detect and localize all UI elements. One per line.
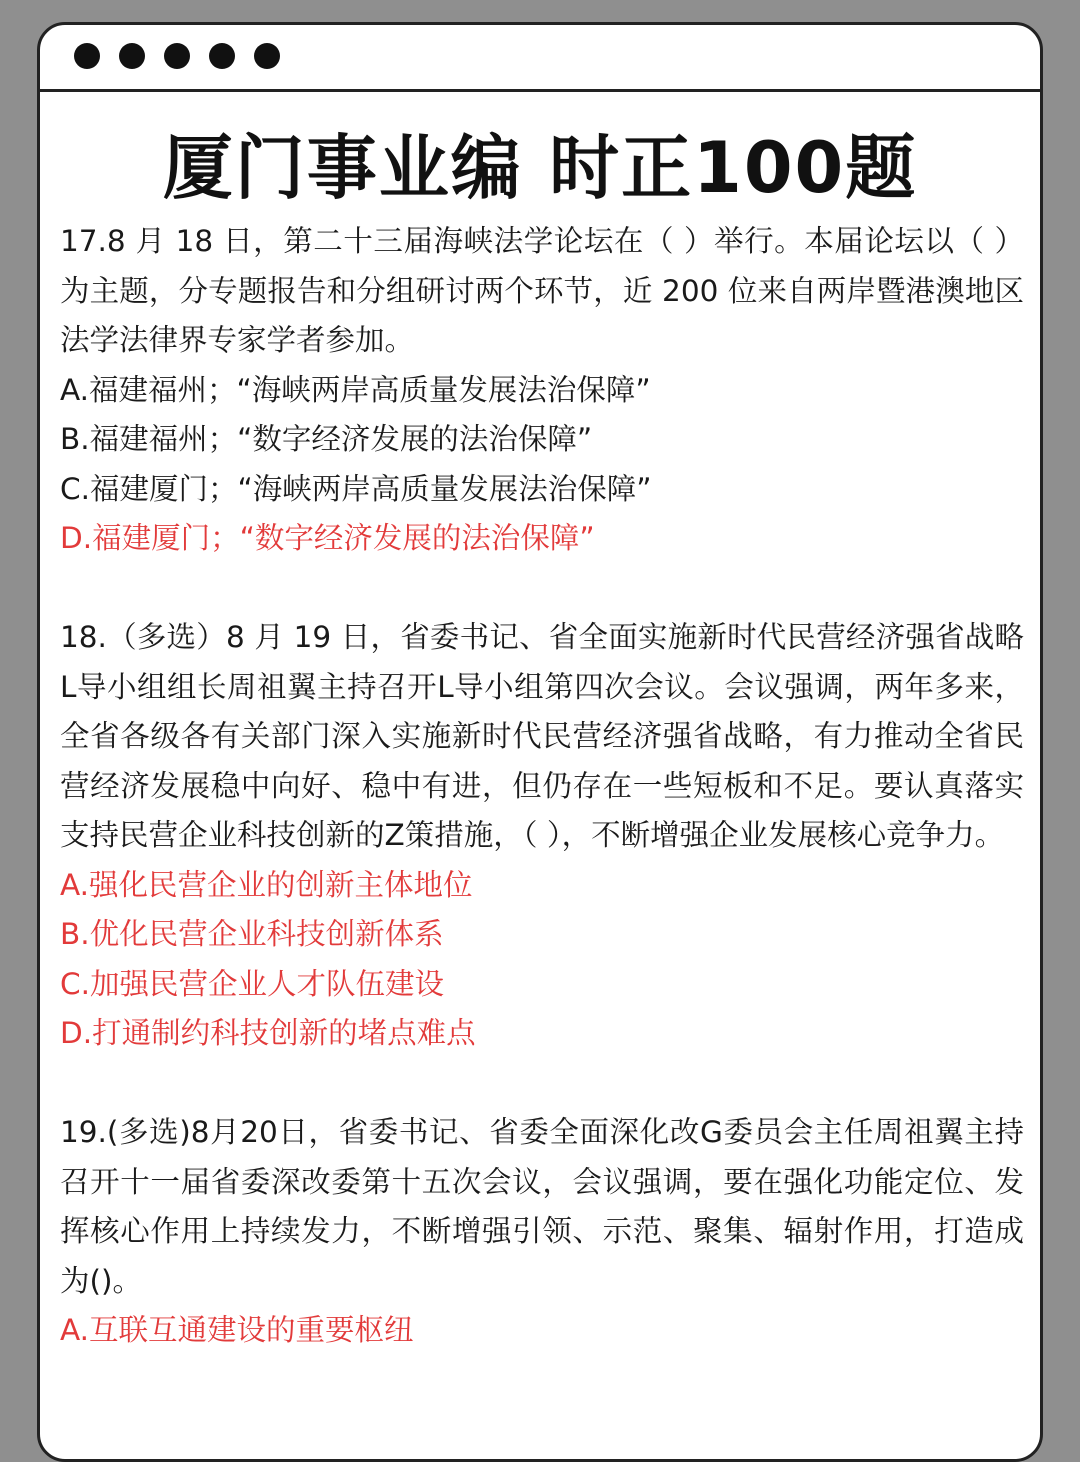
option-c: C.福建厦门；“海峡两岸高质量发展法治保障” [60,471,652,506]
question-list [60,217,1024,1356]
dot-icon [74,43,100,69]
question-stem: 17.8 月 18 日，第二十三届海峡法学论坛在（ ）举行。本届论坛以（ ）为主题，分专题报告和分组研讨两个环节，近 200 位来自两岸暨港澳地区法学法律界专家学者参加。 [60,224,1024,357]
question-stem: 19.(多选)8月20日，省委书记、省委全面深化改G委员会主任周祖翼主持召开十一届省委深改委第十五次会议，会议强调，要在强化功能定位、发挥核心作用上持续发力，不断增强引领、示范、聚集、辐射作用，打造成为()。 [60,1115,1024,1298]
option-b: B.福建福州；“数字经济发展的法治保障” [60,422,593,456]
question-card [37,22,1043,1462]
option-a-answer: A.互联互通建设的重要枢纽 [60,1313,414,1347]
option-b-answer: B.优化民营企业科技创新体系 [60,917,444,951]
window-dots [74,43,280,69]
dot-icon [254,43,280,69]
dot-icon [209,43,235,69]
question-17 [60,217,1024,564]
page-title: 厦门事业编 时正100题 [162,127,918,209]
option-a-answer: A.强化民营企业的创新主体地位 [60,867,473,902]
window-topbar [40,25,1040,92]
option-a: A.福建福州；“海峡两岸高质量发展法治保障” [60,372,651,407]
option-d-answer: D.打通制约科技创新的堵点难点 [60,1016,476,1050]
dot-icon [119,43,145,69]
option-d-answer: D.福建厦门；“数字经济发展的法治保障” [60,521,595,555]
question-18 [60,613,1024,1059]
question-stem: 18.（多选）8 月 19 日，省委书记、省全面实施新时代民营经济强省战略L导小组组长周祖翼主持召开L导小组第四次会议。会议强调，两年多来，全省各级各有关部门深入实施新时代民营经济强省战略，有力推动全省民营经济发展稳中向好、稳中有进，但仍存在一些短板和不足。要认真落实支持民营企业科技创新的Z策措施，（ ），不断增强企业发展核心竞争力。 [60,620,1024,852]
question-19 [60,1108,1024,1356]
option-c-answer: C.加强民营企业人才队伍建设 [60,966,444,1001]
dot-icon [164,43,190,69]
